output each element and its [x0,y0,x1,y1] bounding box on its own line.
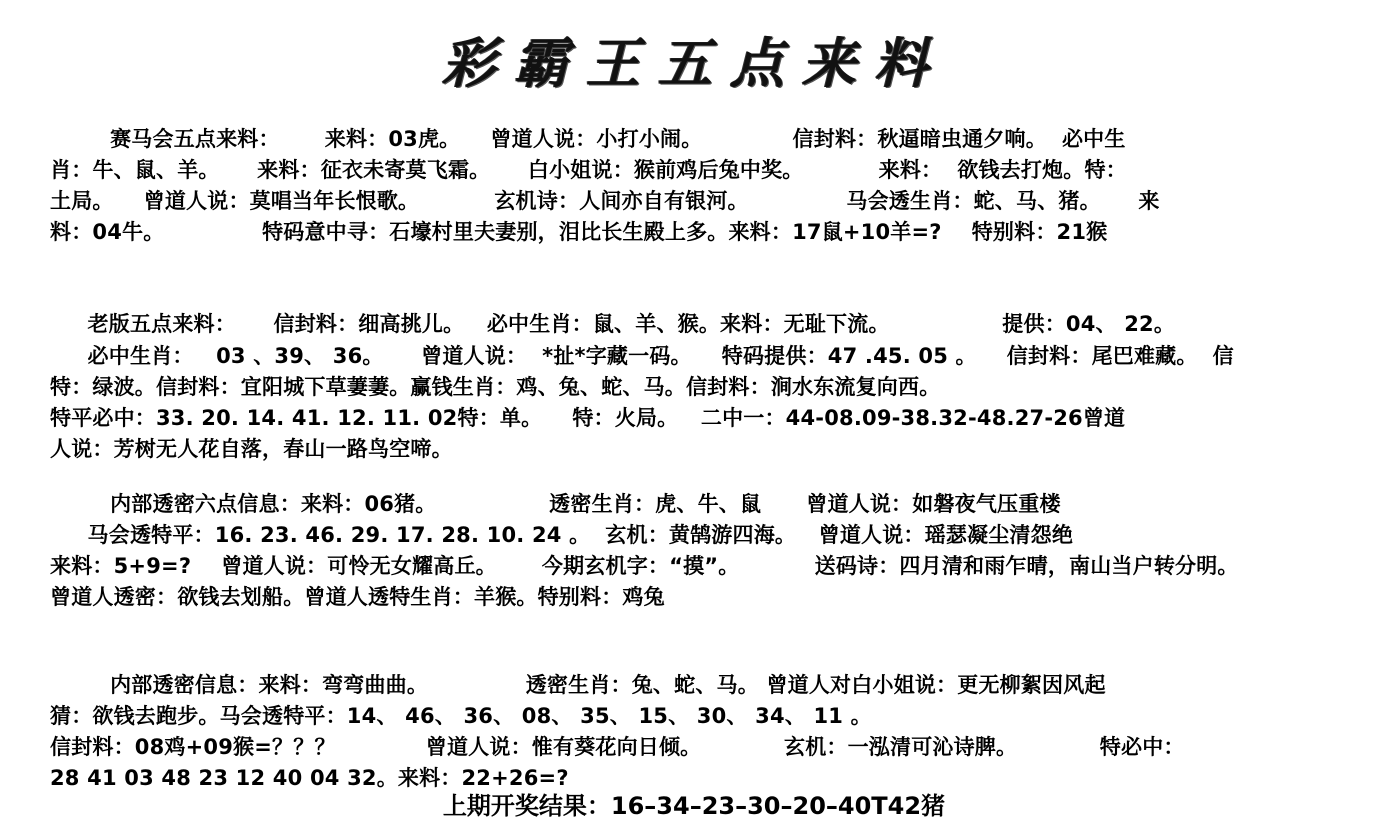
text-line: 来料：5+9=? 曾道人说：可怜无女耀高丘。 今期玄机字：“摸”。 送码诗：四月清和雨乍晴，南山当户转分明。 [50,554,1239,578]
text-line: 特：绿波。信封料：宜阳城下草萋萋。赢钱生肖：鸡、兔、蛇、马。信封料：涧水东流复向西。 [50,375,941,399]
text-line: 人说：芳树无人花自落，春山一路鸟空啼。 [50,437,453,461]
text-line: 马会透特平：16. 23. 46. 29. 17. 28. 10. 24 。 玄机：黄鹄游四海。 曾道人说：瑶瑟凝尘清怨绝 [50,523,1074,547]
text-line: 内部透密信息：来料：弯弯曲曲。 透密生肖：兔、蛇、马。 曾道人对白小姐说：更无柳絮因风起 [50,673,1106,697]
text-line: 赛马会五点来料： 来料：03虎。 曾道人说：小打小闹。 信封料：秋逼暗虫通夕响。 必中生 [50,127,1126,151]
text-line: 肖：牛、鼠、羊。 来料：征衣未寄莫飞霜。 白小姐说：猴前鸡后兔中奖。 来料： 欲钱去打炮。特： [50,158,1127,182]
text-line: 特平必中：33. 20. 14. 41. 12. 11. 02特：单。 特：火局。 二中一：44-08.09-38.32-48.27-26曾道 [50,406,1126,430]
page-title: 彩霸王五点来料 [442,31,946,95]
text-line: 老版五点来料： 信封料：细高挑儿。 必中生肖：鼠、羊、猴。来料：无耻下流。 提供：04、 22。 [50,312,1176,336]
text-line: 料：04牛。 特码意中寻：石壕村里夫妻别，泪比长生殿上多。来料：17鼠+10羊=? 特别料：21猴 [50,220,1108,244]
text-line: 猜：欲钱去跑步。马会透特平：14、 46、 36、 08、 35、 15、 30、 34、 11 。 [50,704,872,728]
text-line: 必中生肖： 03 、39、 36。 曾道人说： *扯*字藏一码。 特码提供：47 .45. 05 。 信封料：尾巴难藏。 信 [50,344,1234,368]
text-line: 28 41 03 48 23 12 40 04 32。来料：22+26=? [50,766,569,790]
text-line: 土局。 曾道人说：莫唱当年长恨歌。 玄机诗：人间亦自有银河。 马会透生肖：蛇、马、猪。 来 [50,189,1160,213]
text-line: 曾道人透密：欲钱去划船。曾道人透特生肖：羊猴。特别料：鸡兔 [50,585,665,609]
text-line: 内部透密六点信息：来料：06猪。 透密生肖：虎、牛、鼠 曾道人说：如磐夜气压重楼 [50,492,1061,516]
text-line: 信封料：08鸡+09猴=？？？ 曾道人说：惟有葵花向日倾。 玄机：一泓清可沁诗脾。 特必中： [50,735,1185,759]
last-draw-result: 上期开奖结果：16–34–23–30–20–40T42猪 [442,792,946,820]
